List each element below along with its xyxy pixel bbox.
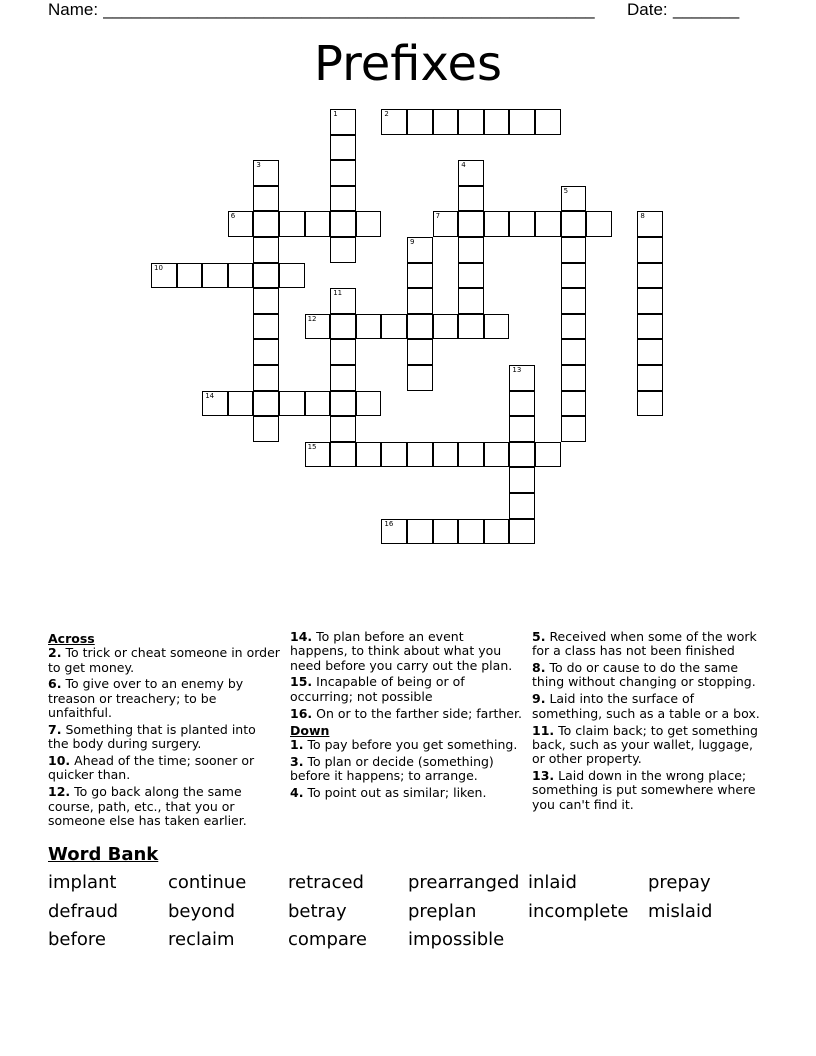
word-bank-item: retraced	[288, 872, 364, 893]
crossword-cell[interactable]	[561, 211, 587, 237]
crossword-cell[interactable]	[433, 442, 459, 468]
clues-column-3	[532, 630, 764, 815]
crossword-cell[interactable]	[407, 314, 433, 340]
crossword-cell[interactable]	[509, 211, 535, 237]
clue-number: 2	[384, 110, 389, 118]
clue-number: 15	[307, 442, 317, 451]
crossword-cell[interactable]	[561, 391, 587, 417]
crossword-cell[interactable]	[407, 288, 433, 314]
crossword-cell[interactable]	[330, 288, 356, 314]
crossword-cell[interactable]	[253, 211, 279, 237]
crossword-cell[interactable]	[356, 391, 382, 417]
crossword-cell[interactable]	[509, 467, 535, 493]
word-bank-item: compare	[288, 929, 367, 950]
clue-number: 12	[307, 314, 317, 323]
crossword-cell[interactable]	[458, 519, 484, 545]
crossword-cell[interactable]	[330, 135, 356, 161]
word-bank-item: continue	[168, 872, 247, 893]
clue-number: 13	[512, 366, 522, 374]
crossword-cell[interactable]	[356, 211, 382, 237]
crossword-cell[interactable]	[330, 416, 356, 442]
clue-down: 1. To pay before you get something.	[290, 736, 518, 752]
crossword-cell[interactable]	[305, 314, 331, 340]
page-title: Prefixes	[313, 36, 502, 92]
clue-number: 10	[154, 263, 163, 272]
crossword-cell[interactable]	[381, 442, 407, 468]
word-bank-title: Word Bank	[48, 844, 159, 865]
crossword-cell[interactable]	[253, 237, 279, 263]
crossword-cell[interactable]	[561, 186, 587, 212]
crossword-cell[interactable]	[535, 211, 561, 237]
crossword-cell[interactable]	[330, 442, 356, 468]
crossword-cell[interactable]	[561, 416, 587, 442]
crossword-cell[interactable]	[484, 442, 510, 468]
crossword-cell[interactable]	[330, 365, 356, 391]
clue-down: 8. To do or cause to do the same thing without changing or stopping.	[532, 660, 756, 690]
crossword-cell[interactable]	[228, 211, 254, 237]
clue-across: 14. To plan before an event happens, to think about what you need before you carry out the plan.	[290, 629, 513, 673]
across-heading: Across	[48, 631, 95, 646]
crossword-cell[interactable]	[202, 263, 228, 289]
clue-number: 11	[333, 289, 343, 298]
clue-down: 4. To point out as similar; liken.	[290, 784, 487, 800]
crossword-cell[interactable]	[407, 519, 433, 545]
clue-number: 4	[461, 161, 466, 170]
crossword-cell[interactable]	[484, 519, 510, 545]
crossword-cell[interactable]	[509, 391, 535, 417]
crossword-cell[interactable]	[305, 211, 331, 237]
crossword-cell[interactable]	[509, 109, 535, 135]
crossword-cell[interactable]	[407, 339, 433, 365]
crossword-cell[interactable]	[458, 109, 484, 135]
clue-down: 3. To plan or decide (something) before it happens; to arrange.	[290, 753, 494, 784]
crossword-cell[interactable]	[330, 160, 356, 186]
word-bank-item: before	[48, 929, 106, 950]
clue-across: 15. Incapable of being or of occurring; not possible	[290, 674, 465, 704]
crossword-cell[interactable]	[561, 339, 587, 365]
crossword-cell[interactable]	[637, 365, 663, 391]
crossword-cell[interactable]	[279, 263, 305, 289]
clue-across: 10. Ahead of the time; sooner or quicker than.	[48, 753, 255, 783]
crossword-cell[interactable]	[433, 519, 459, 545]
crossword-cell[interactable]	[637, 339, 663, 365]
clues-column-1	[48, 630, 280, 831]
word-bank-item: preplan	[408, 900, 477, 922]
crossword-cell[interactable]	[509, 365, 535, 391]
crossword-cell[interactable]	[253, 186, 279, 212]
word-bank-item: beyond	[168, 900, 235, 922]
crossword-cell[interactable]	[509, 416, 535, 442]
crossword-cell[interactable]	[228, 391, 254, 417]
crossword-cell[interactable]	[279, 211, 305, 237]
clue-across: 6. To give over to an enemy by treason or treachery; to be unfaithful.	[48, 676, 244, 721]
crossword-cell[interactable]	[330, 211, 356, 237]
crossword-cell[interactable]	[484, 314, 510, 340]
crossword-cell[interactable]	[484, 211, 510, 237]
name-label: Name:	[48, 0, 99, 19]
crossword-cell[interactable]	[637, 391, 663, 417]
crossword-cell[interactable]	[561, 365, 587, 391]
crossword-cell[interactable]	[330, 391, 356, 417]
crossword-cell[interactable]	[407, 263, 433, 289]
crossword-cell[interactable]	[228, 263, 254, 289]
clue-number: 8	[640, 212, 645, 221]
crossword-cell[interactable]	[381, 109, 407, 135]
clue-down: 13. Laid down in the wrong place; something is put somewhere where you can't find it.	[532, 768, 756, 812]
crossword-cell[interactable]	[356, 314, 382, 340]
crossword-cell[interactable]	[381, 519, 407, 545]
name-line[interactable]: ____________________________________________________	[103, 0, 595, 19]
crossword-cell[interactable]	[253, 314, 279, 340]
date-label: Date:	[627, 0, 668, 19]
crossword-cell[interactable]	[305, 391, 331, 417]
crossword-cell[interactable]	[561, 288, 587, 314]
clue-across: 16. On or to the farther side; farther.	[290, 705, 522, 721]
clues-column-2	[290, 630, 522, 803]
crossword-cell[interactable]	[253, 339, 279, 365]
crossword-cell[interactable]	[458, 186, 484, 212]
clue-number: 9	[410, 238, 415, 246]
clue-down: 9. Laid into the surface of something, such as a table or a box.	[532, 691, 760, 721]
crossword-cell[interactable]	[637, 211, 663, 237]
crossword-cell[interactable]	[458, 442, 484, 468]
crossword-cell[interactable]	[253, 391, 279, 417]
crossword-cell[interactable]	[637, 263, 663, 289]
crossword-cell[interactable]	[407, 237, 433, 263]
crossword-cell[interactable]	[458, 211, 484, 237]
crossword-cell[interactable]	[330, 237, 356, 263]
crossword-cell[interactable]	[561, 263, 587, 289]
crossword-cell[interactable]	[561, 314, 587, 340]
crossword-cell[interactable]	[458, 237, 484, 263]
crossword-cell[interactable]	[330, 186, 356, 212]
crossword-cell[interactable]	[458, 263, 484, 289]
crossword-cell[interactable]	[637, 237, 663, 263]
crossword-cell[interactable]	[433, 314, 459, 340]
crossword-cell[interactable]	[637, 288, 663, 314]
date-line[interactable]: _______	[673, 0, 740, 19]
word-bank-item: prearranged	[408, 872, 520, 893]
crossword-cell[interactable]	[356, 442, 382, 468]
crossword-cell[interactable]	[253, 263, 279, 289]
clue-across: 2. To trick or cheat someone in order to get money.	[48, 645, 280, 675]
crossword-cell[interactable]	[330, 339, 356, 365]
word-bank-item: defraud	[48, 900, 119, 922]
crossword-cell[interactable]	[535, 442, 561, 468]
crossword-cell[interactable]	[637, 314, 663, 340]
crossword-cell[interactable]	[330, 314, 356, 340]
clue-down: 5. Received when some of the work for a class has not been finished	[532, 629, 757, 659]
crossword-cell[interactable]	[509, 519, 535, 545]
crossword-cell[interactable]	[509, 493, 535, 519]
clue-number: 1	[333, 110, 338, 118]
crossword-cell[interactable]	[458, 288, 484, 314]
clue-down: 11. To claim back; to get something back, such as your wallet, luggage, or other property.	[532, 722, 758, 767]
word-bank	[48, 872, 768, 958]
crossword-cell[interactable]	[407, 365, 433, 391]
word-bank-item: impossible	[408, 929, 505, 950]
crossword-cell[interactable]	[433, 109, 459, 135]
clue-number: 6	[230, 212, 236, 221]
crossword-cell[interactable]	[151, 263, 177, 289]
crossword-cell[interactable]	[253, 288, 279, 314]
crossword-cell[interactable]	[535, 109, 561, 135]
clue-number: 5	[563, 186, 569, 195]
crossword-cell[interactable]	[586, 211, 612, 237]
clue-across: 12. To go back along the same course, path, etc., that you or someone else has taken earlier.	[48, 784, 247, 828]
crossword-cell[interactable]	[458, 160, 484, 186]
word-bank-item: inlaid	[528, 872, 577, 893]
clue-number: 16	[384, 519, 394, 528]
word-bank-item: mislaid	[648, 900, 713, 922]
crossword-cell[interactable]	[458, 314, 484, 340]
down-heading: Down	[290, 722, 330, 738]
crossword-cell[interactable]	[330, 109, 356, 135]
crossword-cell[interactable]	[253, 365, 279, 391]
clue-number: 3	[256, 161, 261, 170]
word-bank-item: reclaim	[168, 929, 235, 950]
crossword-cell[interactable]	[177, 263, 203, 289]
word-bank-item: prepay	[648, 872, 711, 893]
word-bank-item: betray	[288, 900, 347, 922]
clue-number: 14	[205, 391, 215, 400]
crossword-cell[interactable]	[484, 109, 510, 135]
crossword-cell[interactable]	[381, 314, 407, 340]
crossword-cell[interactable]	[407, 109, 433, 135]
crossword-cell[interactable]	[279, 391, 305, 417]
crossword-cell[interactable]	[433, 211, 459, 237]
crossword-cell[interactable]	[509, 442, 535, 468]
crossword-cell[interactable]	[253, 416, 279, 442]
clue-across: 7. Something that is planted into the body during surgery.	[48, 721, 256, 752]
word-bank-item: incomplete	[528, 900, 629, 922]
clue-number: 7	[435, 212, 441, 221]
crossword-cell[interactable]	[253, 160, 279, 186]
word-bank-item: implant	[48, 872, 117, 893]
crossword-cell[interactable]	[407, 442, 433, 468]
crossword-cell[interactable]	[202, 391, 228, 417]
crossword-cell[interactable]	[305, 442, 331, 468]
crossword-cell[interactable]	[561, 237, 587, 263]
